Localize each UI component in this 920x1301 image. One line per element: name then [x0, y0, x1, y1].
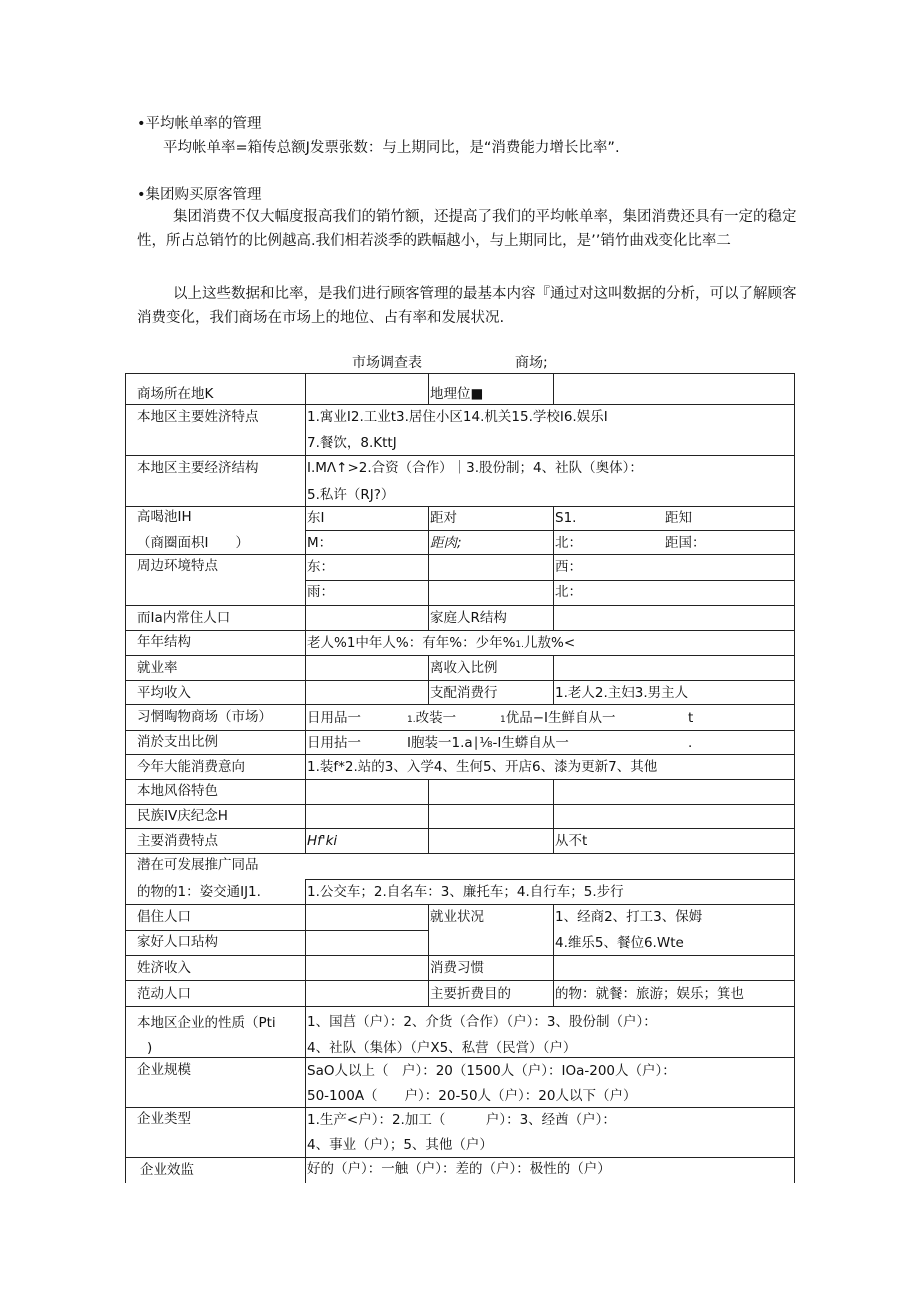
cell-shopping-end: t [688, 710, 694, 726]
cell-enterprise-nature-label: 本地区企业的性质（Pti [137, 1015, 276, 1031]
cell-direction-east: 东I [307, 510, 325, 526]
paragraph-summary: 以上这些数据和比率，是我们进行顾客管理的最基本内容『通过对这叫数据的分析，可以了解顾客消费变化，我们商场在市场上的地位、占有率和发展状况. [137, 286, 797, 326]
cell-economic-structure-label: 本地区主要经济结构 [137, 460, 259, 476]
cell-economic-features-label: 本地区主要姓济特点 [137, 409, 259, 425]
cell-consumption-purpose: 主要折费目的 [430, 986, 511, 1002]
cell-surroundings-label: 周边环境特点 [137, 558, 218, 574]
cell-enterprise-scale-line2: 50-100A（ 户）：20-50人（户）：20人以下（户） [307, 1088, 637, 1104]
cell-enterprise-performance-value: 好的（户）：一触（户）：差的（户）：极性的（户） [307, 1161, 611, 1177]
market-survey-table [125, 373, 794, 1183]
cell-distance-north: 距国： [665, 535, 706, 551]
shopping-clothing-text: 改装一 [415, 710, 457, 726]
cell-consumption-features-label: 主要消费特点 [137, 833, 218, 849]
cell-transport-label: 的物的1：姿交通IJ1. [137, 884, 261, 900]
cell-enterprise-nature-label-end: ) [147, 1040, 153, 1056]
cell-potential-products: 潜在可发展推广同品 [137, 857, 259, 873]
cell-spending-ratio-label: 消於支出比例 [137, 734, 218, 750]
cell-direction-west: M： [307, 535, 333, 551]
cell-surroundings-south: 雨： [307, 584, 334, 600]
cell-income-ratio: 离收入比例 [430, 660, 498, 676]
cell-shopping-daily: 日用品一 [307, 710, 361, 726]
table-store-label: 商场; [515, 355, 548, 371]
paragraph-group-purchase: 集团消费不仅大幅度报高我们的销竹额，还提高了我们的平均帐单率，集团消费还具有一定的稳定性，所占总销竹的比例越高.我们相若淡季的跌幅越小，与上期同比，是’’销竹曲戏变化比率二 [137, 209, 797, 249]
shopping-food-sub: 1 [500, 715, 506, 725]
cell-economic-income: 姓济收入 [137, 960, 191, 976]
cell-economic-structure-line1: I.MΛ↑>2.合资（合作）｜3.股份制；4、社队（奥体）： [307, 460, 643, 476]
age-structure-main: 老人%1中年人%：有年%：少年% [307, 635, 516, 651]
cell-ethnic-festivals: 民族IV庆纪念H [137, 808, 228, 824]
cell-economic-structure-line2: 5.私许（RJ?） [307, 487, 395, 503]
cell-spending-behavior: 支配消费行 [430, 685, 498, 701]
age-structure-end: 儿敖%< [524, 635, 576, 651]
cell-consumption-features-value: Hf'ki [307, 833, 338, 849]
cell-geo-position: 地理位■ [430, 386, 484, 402]
cell-trade-area-size: （商圈面枳I ） [137, 535, 249, 551]
cell-employment-rate: 就业率 [137, 660, 178, 676]
cell-distance-south: 距知 [665, 510, 692, 526]
paragraph-average-bill: 平均帐单率=箱传总额J发票张数：与上期同比，是“消费能力增长比率”. [163, 140, 620, 156]
section-heading-group-purchase: •集团购买原客管理 [137, 187, 262, 203]
cell-enterprise-scale-label: 企业规模 [137, 1062, 191, 1078]
cell-resident-population: 而Ia内常住人口 [137, 610, 231, 626]
cell-shopping-venues-label: 习惘啕物商场（市场） [137, 709, 272, 725]
cell-transport-value: 1.公交车；2.自名车：3、廉托车；4.自行车；5.步行 [307, 884, 624, 900]
cell-spending-daily: 日用拈一 [307, 735, 361, 751]
cell-economic-features-line1: 1.寓业I2.工业t3.居住小区14.机关15.学校I6.娱乐I [307, 409, 608, 425]
age-structure-sub: 1. [515, 640, 524, 650]
cell-consumption-intent-value: 1.装f*2.站的3、入学4、生何5、开店6、漆为更新7、其他 [307, 759, 658, 775]
cell-distance-east: 距对 [430, 510, 457, 526]
shopping-clothing-sub: 1. [407, 715, 416, 725]
cell-trade-area-label: 高喝池IH [137, 509, 192, 525]
cell-spending-behavior-value: 1.老人2.主妇3.男主人 [555, 685, 689, 701]
cell-enterprise-type-line2: 4、事业（户）；5、其他（户） [307, 1137, 493, 1153]
cell-local-customs: 本地风俗特色 [137, 783, 218, 799]
cell-age-structure-value [307, 634, 575, 654]
cell-spending-other: I胞装一1.a∣⅛-I生蟒自从一 [407, 735, 569, 751]
cell-economic-features-line2: 7.餐饮，8.KttJ [307, 435, 397, 451]
cell-spending-end: . [688, 735, 693, 751]
cell-consumption-features-extra: 从不t [555, 833, 588, 849]
cell-family-structure: 家庭人R结构 [430, 610, 507, 626]
cell-consumption-purpose-value: 的物：就餐：旅游；娱乐；箕也 [555, 986, 744, 1002]
cell-employment-status-line2: 4.维乐5、餐位6.Wte [555, 935, 684, 951]
cell-surroundings-east: 东： [307, 559, 334, 575]
cell-distance-west: 距肉; [430, 535, 462, 551]
cell-enterprise-nature-line1: 1、国莒（户）：2、介货（合作）（户）：3、股份制（户）： [307, 1014, 657, 1030]
cell-floating-population: 范动人口 [137, 986, 191, 1002]
cell-employment-status-line1: 1、经商2、打工3、保姆 [555, 909, 703, 925]
cell-direction-north: 北： [555, 535, 582, 551]
section-heading-average-bill: •平均帐单率的管理 [137, 116, 262, 132]
shopping-food-text: 优品−I生鲜自从一 [505, 710, 616, 726]
cell-enterprise-type-line1: 1.生产<户）：2.加工（ 户）：3、经酋（户）： [307, 1112, 616, 1128]
table-title: 市场调查表 [352, 355, 422, 371]
cell-enterprise-nature-line2: 4、社队（集体）（户X5、私营（民営）（户） [307, 1040, 577, 1056]
cell-enterprise-performance-label: 企业效监 [140, 1162, 194, 1178]
cell-surroundings-west: 西： [555, 559, 582, 575]
cell-direction-south: S1. [555, 510, 577, 526]
cell-surroundings-north: 北： [555, 584, 582, 600]
cell-age-structure-label: 年年结构 [137, 634, 191, 650]
cell-employment-status: 就业状况 [430, 909, 484, 925]
cell-store-location: 商场所在地K [137, 386, 214, 402]
cell-enterprise-type-label: 企业类型 [137, 1111, 191, 1127]
cell-consumption-habits: 消费习惯 [430, 960, 484, 976]
cell-average-income: 平均收入 [137, 685, 191, 701]
cell-shopping-clothing [407, 709, 456, 729]
cell-consumption-intent-label: 今年大能消费意向 [137, 759, 245, 775]
cell-shopping-food [500, 709, 616, 729]
cell-household-population: 倡住人口 [137, 909, 191, 925]
cell-enterprise-scale-line1: SaO人以上（ 户）：20（1500人（户）：IOa-200人（户）： [307, 1063, 676, 1079]
cell-household-structure: 家好人口玷构 [137, 934, 218, 950]
